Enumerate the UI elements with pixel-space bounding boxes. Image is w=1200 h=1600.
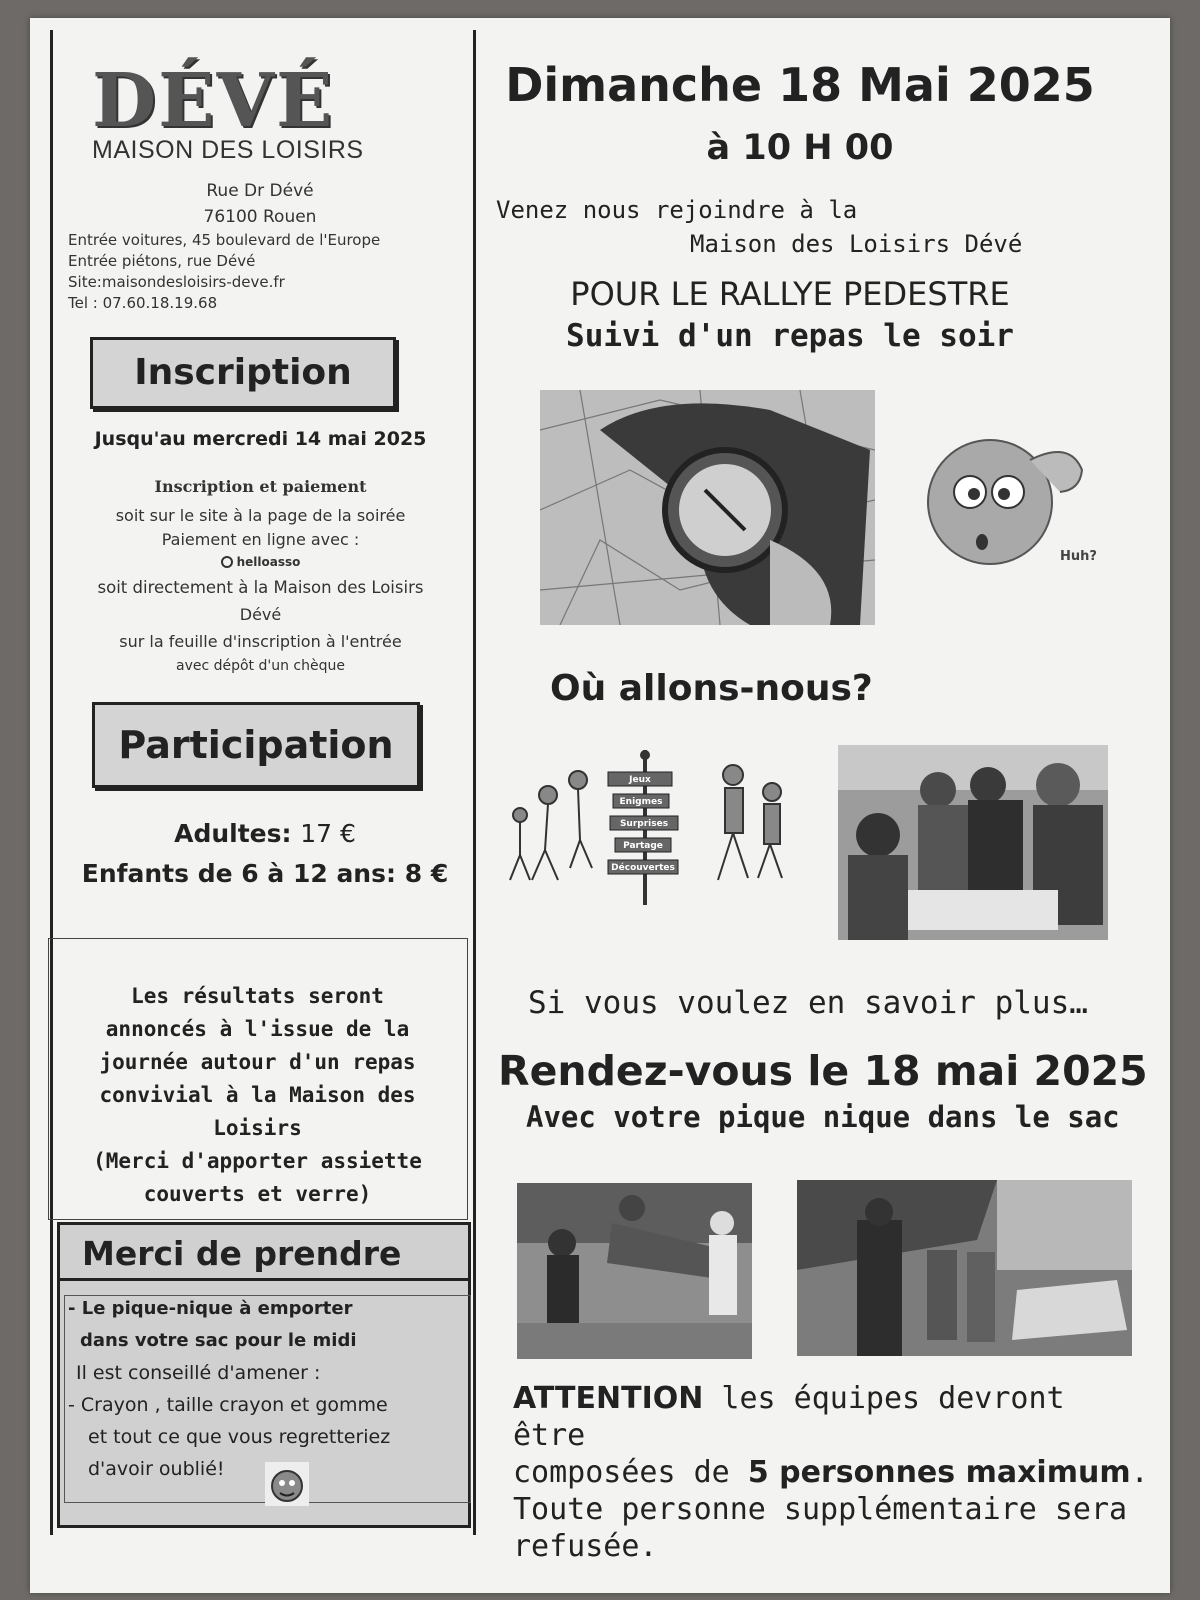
ou-allons-nous-heading: Où allons-nous? [550, 668, 873, 709]
inscription-line: sur la feuille d'inscription à l'entrée [119, 632, 402, 651]
huh-label: Huh? [1060, 549, 1097, 564]
merci-line: Il est conseillé d'amener : [76, 1362, 321, 1384]
participation-title: Participation [92, 702, 420, 788]
logo-subtitle: MAISON DES LOISIRS [92, 136, 364, 164]
helloasso-ring-icon [221, 556, 233, 568]
merci-title: Merci de prendre [60, 1225, 468, 1281]
hikers-signpost-illustration [500, 750, 800, 905]
helloasso-logo [221, 551, 301, 573]
deve-logo [92, 58, 432, 165]
children-label: Enfants de 6 à 12 ans: [81, 859, 396, 888]
attention-text: . [1130, 1455, 1149, 1490]
merci-line: - Le pique-nique à emporter [68, 1298, 353, 1319]
address-street: Rue Dr Dévé [206, 181, 314, 201]
logo-word: DÉVÉ [92, 58, 335, 144]
results-line: journée autour d'un repas [99, 1050, 416, 1074]
helloasso-label: helloasso [236, 555, 301, 569]
join-line-2: Maison des Loisirs Dévé [690, 230, 1023, 258]
inscription-line: Dévé [239, 605, 282, 624]
outdoor-game-photo [517, 1183, 752, 1359]
sign-label: Surprises [619, 819, 669, 829]
inscription-line: avec dépôt d'un chèque [175, 658, 345, 674]
join-line-1: Venez nous rejoindre à la [496, 196, 858, 224]
adults-price: 17 € [300, 819, 356, 848]
inscription-heading: Inscription et paiement [154, 477, 367, 496]
group-map-photo [838, 745, 1108, 940]
attention-text: les équipes devront être [513, 1381, 1065, 1453]
attention-notice [513, 1380, 1153, 1565]
children-price: 8 € [404, 859, 449, 888]
attention-text: composées de [513, 1455, 748, 1490]
merci-line: - Crayon , taille crayon et gomme [68, 1394, 388, 1416]
rallye-heading: POUR LE RALLYE PEDESTRE [570, 275, 1010, 313]
repas-subheading: Suivi d'un repas le soir [566, 318, 1014, 354]
inscription-line: soit directement à la Maison des Loisirs [97, 578, 424, 597]
attention-max: 5 personnes maximum [747, 1455, 1131, 1490]
inscription-line: Paiement en ligne avec : [161, 530, 360, 549]
savoir-plus-text: Si vous voulez en savoir plus… [528, 985, 1088, 1021]
compass-map-photo [540, 390, 875, 625]
address-line: Site:maisondesloisirs-deve.fr [68, 273, 285, 291]
address-line: Entrée piétons, rue Dévé [68, 252, 256, 270]
small-smiley-icon [265, 1462, 309, 1506]
results-line: Les résultats seront [131, 984, 384, 1008]
street-group-photo [797, 1180, 1132, 1356]
adults-label: Adultes: [174, 819, 292, 848]
inscription-title: Inscription [90, 337, 396, 409]
event-date: Dimanche 18 Mai 2025 [505, 58, 1095, 112]
address-block [60, 178, 460, 230]
results-line: Loisirs [213, 1116, 302, 1140]
attention-text: refusée. [513, 1529, 658, 1564]
merci-line: d'avoir oublié! [88, 1458, 225, 1480]
results-line: annoncés à l'issue de la [105, 1017, 410, 1041]
address-line: Entrée voitures, 45 boulevard de l'Europe [68, 231, 381, 249]
results-line: convivial à la Maison des [99, 1083, 416, 1107]
inscription-deadline: Jusqu'au mercredi 14 mai 2025 [94, 428, 427, 450]
sign-label: Jeux [629, 775, 651, 785]
results-line: couverts et verre) [143, 1182, 372, 1206]
results-text [60, 980, 455, 1211]
event-time: à 10 H 00 [706, 128, 894, 168]
address-details [68, 230, 468, 314]
rendez-vous-heading: Rendez-vous le 18 mai 2025 [498, 1047, 1148, 1095]
sign-label: Enigmes [619, 797, 663, 807]
inscription-line: soit sur le site à la page de la soirée [115, 506, 406, 525]
pique-nique-text: Avec votre pique nique dans le sac [526, 1100, 1120, 1134]
confused-smiley-icon [920, 430, 1100, 580]
sign-label: Découvertes [611, 863, 675, 873]
inscription-details [58, 502, 463, 677]
attention-text: Toute personne supplémentaire sera [513, 1492, 1128, 1527]
address-line: Tel : 07.60.18.19.68 [68, 294, 218, 312]
merci-line: dans votre sac pour le midi [80, 1330, 357, 1351]
price-list [60, 814, 470, 894]
attention-word: ATTENTION [513, 1381, 704, 1416]
address-city: 76100 Rouen [203, 207, 317, 227]
results-line: (Merci d'apporter assiette [93, 1149, 422, 1173]
sign-label: Partage [623, 841, 663, 851]
merci-line: et tout ce que vous regretteriez [88, 1426, 391, 1448]
